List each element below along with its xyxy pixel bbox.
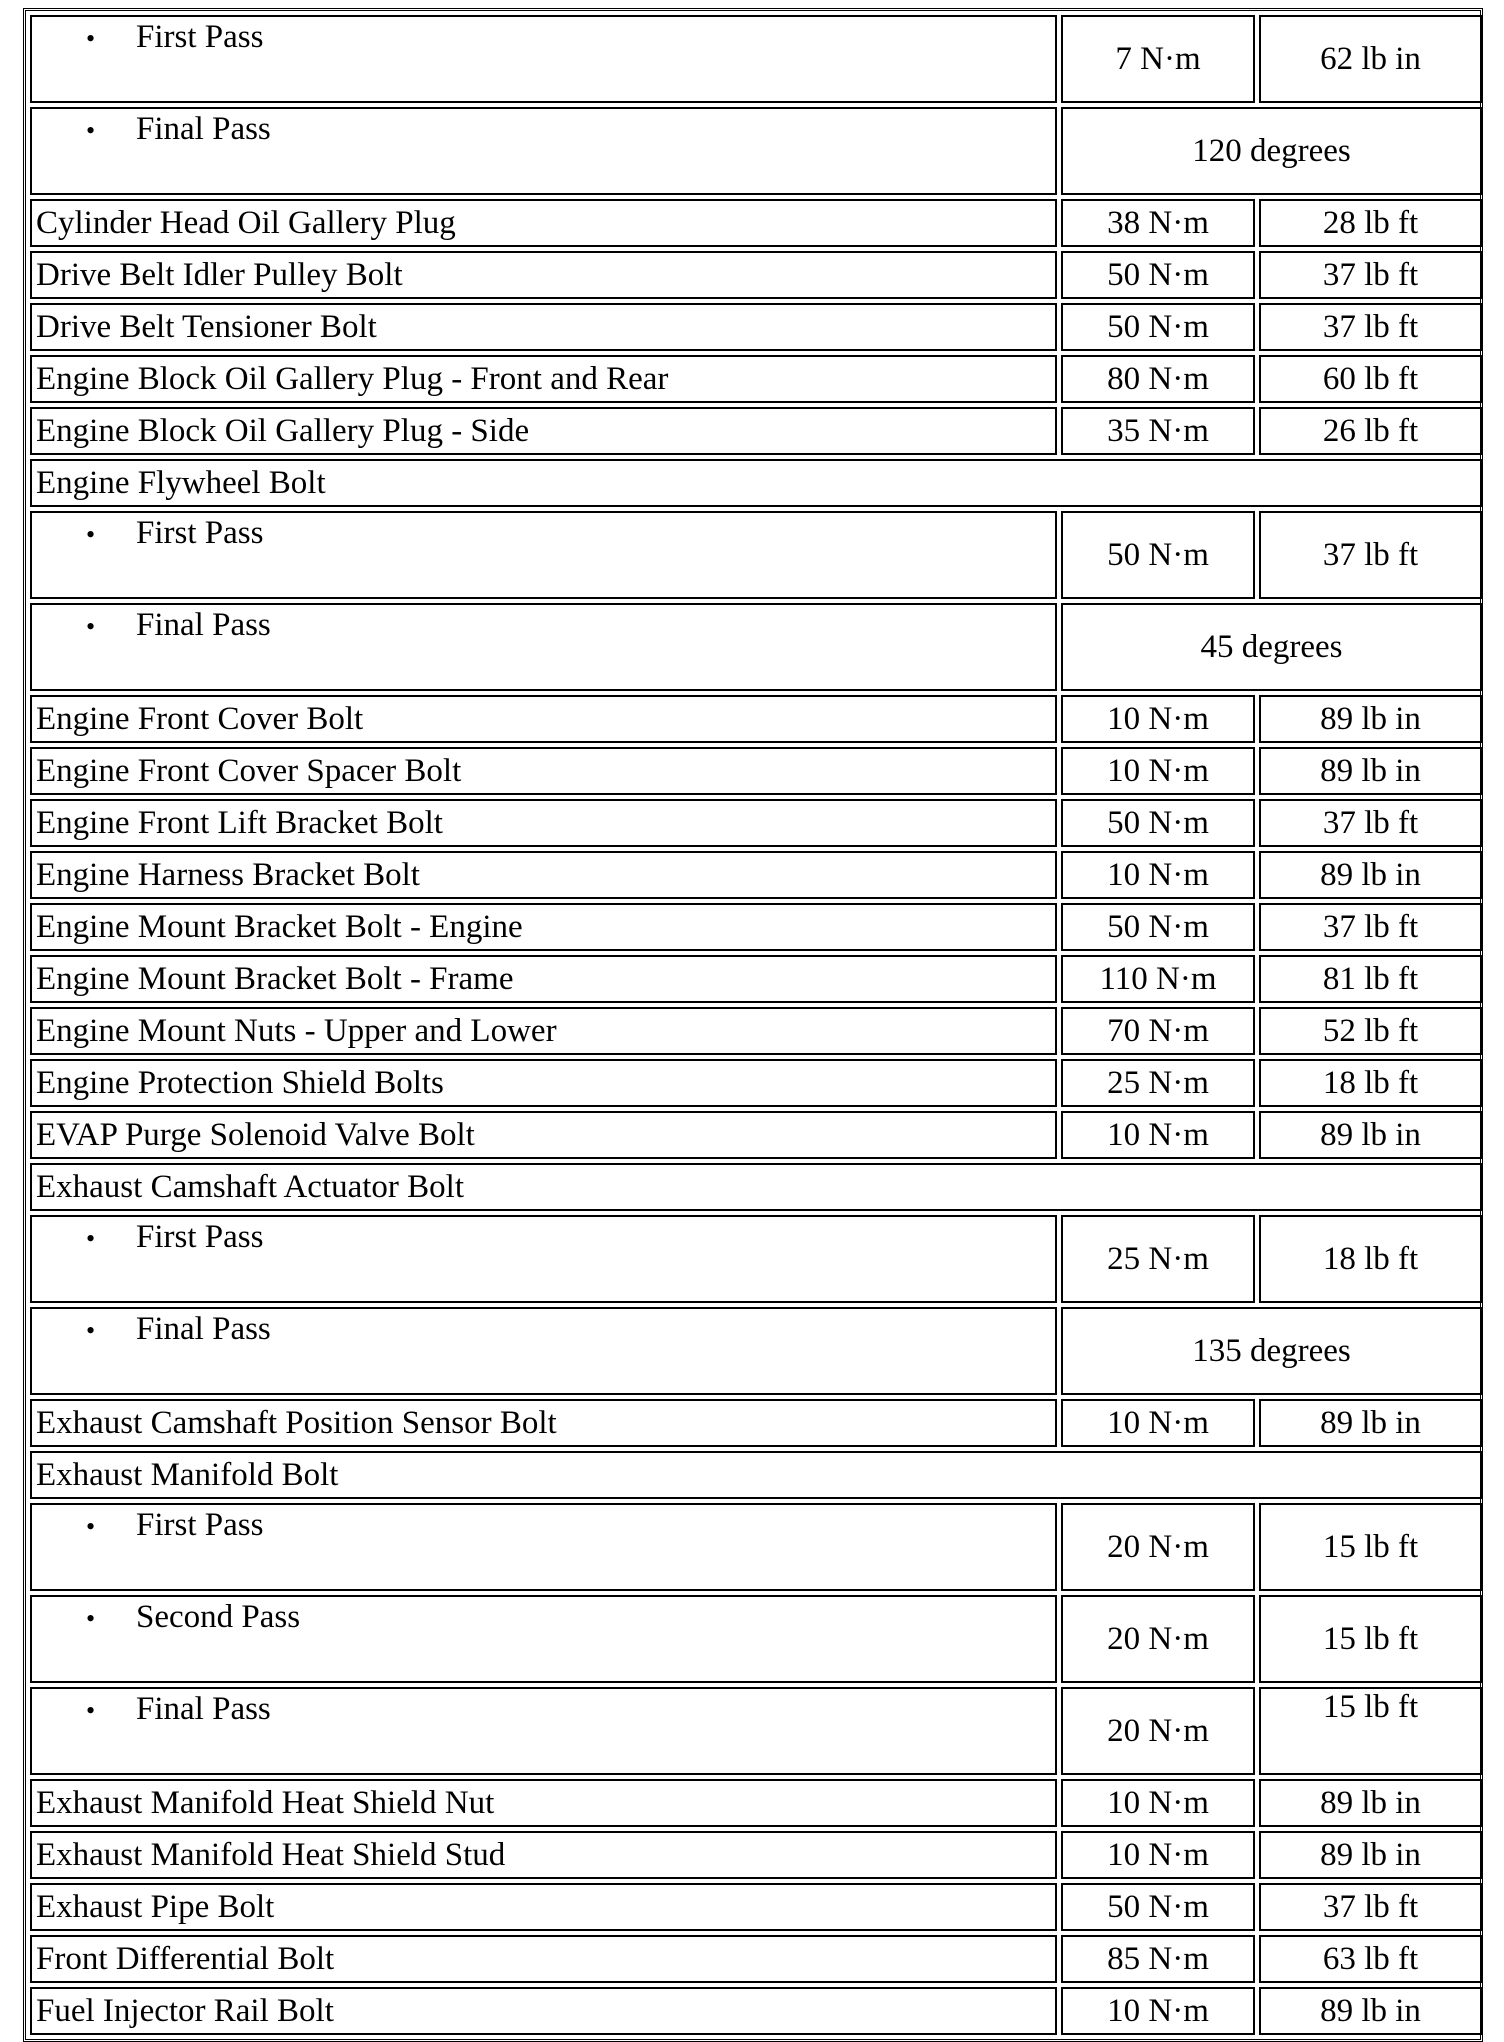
table-row	[30, 251, 1482, 299]
step-name: Second Pass	[136, 1599, 301, 1635]
bullet-icon: •	[86, 1604, 96, 1633]
torque-metric: 50 N·m	[1061, 1883, 1255, 1931]
torque-english: 89 lb in	[1259, 851, 1482, 899]
fastener-description: Exhaust Manifold Heat Shield Stud	[30, 1831, 1057, 1879]
torque-english: 15 lb ft	[1259, 1503, 1482, 1591]
table-row	[30, 903, 1482, 951]
torque-english: 63 lb ft	[1259, 1935, 1482, 1983]
torque-english: 89 lb in	[1259, 1831, 1482, 1879]
step-label	[36, 111, 271, 148]
table-row	[30, 407, 1482, 455]
bullet-icon: •	[86, 116, 96, 145]
fastener-group-title: Exhaust Camshaft Actuator Bolt	[30, 1163, 1482, 1211]
step-name: Final Pass	[136, 607, 271, 643]
table-row	[30, 799, 1482, 847]
torque-metric: 50 N·m	[1061, 511, 1255, 599]
bullet-icon: •	[86, 1316, 96, 1345]
bullet-icon: •	[86, 1224, 96, 1253]
torque-english: 89 lb in	[1259, 695, 1482, 743]
table-row	[30, 199, 1482, 247]
tightening-step	[30, 603, 1057, 691]
step-name: Final Pass	[136, 111, 271, 147]
table-row	[30, 1399, 1482, 1447]
spec-group-header	[30, 459, 1482, 507]
torque-english: 37 lb ft	[1259, 303, 1482, 351]
bullet-icon: •	[86, 1696, 96, 1725]
step-name: First Pass	[136, 1219, 264, 1255]
fastener-description: EVAP Purge Solenoid Valve Bolt	[30, 1111, 1057, 1159]
spec-step-row	[30, 1503, 1482, 1591]
tightening-step	[30, 107, 1057, 195]
table-row	[30, 1779, 1482, 1827]
bullet-icon: •	[86, 1512, 96, 1541]
torque-metric: 7 N·m	[1061, 15, 1255, 103]
spec-step-row	[30, 1595, 1482, 1683]
step-name: First Pass	[136, 1507, 264, 1543]
fastener-description: Cylinder Head Oil Gallery Plug	[30, 199, 1057, 247]
fastener-description: Engine Front Cover Bolt	[30, 695, 1057, 743]
fastener-description: Engine Mount Bracket Bolt - Frame	[30, 955, 1057, 1003]
tightening-step	[30, 1307, 1057, 1395]
fastener-description: Engine Mount Nuts - Upper and Lower	[30, 1007, 1057, 1055]
fastener-description: Exhaust Manifold Heat Shield Nut	[30, 1779, 1057, 1827]
spec-step-row	[30, 511, 1482, 599]
tightening-step	[30, 15, 1057, 103]
spec-group-header	[30, 1163, 1482, 1211]
torque-metric: 35 N·m	[1061, 407, 1255, 455]
torque-spec-table	[26, 11, 1486, 2039]
torque-english: 52 lb ft	[1259, 1007, 1482, 1055]
torque-metric: 25 N·m	[1061, 1215, 1255, 1303]
tightening-step	[30, 1595, 1057, 1683]
torque-metric: 10 N·m	[1061, 1987, 1255, 2035]
torque-english: 89 lb in	[1259, 747, 1482, 795]
spec-group-header	[30, 1451, 1482, 1499]
tightening-step	[30, 1215, 1057, 1303]
torque-metric: 10 N·m	[1061, 851, 1255, 899]
table-row	[30, 695, 1482, 743]
torque-metric: 50 N·m	[1061, 303, 1255, 351]
torque-metric: 38 N·m	[1061, 199, 1255, 247]
fastener-description: Drive Belt Tensioner Bolt	[30, 303, 1057, 351]
fastener-group-title: Exhaust Manifold Bolt	[30, 1451, 1482, 1499]
step-label	[36, 1311, 271, 1348]
step-name: Final Pass	[136, 1311, 271, 1347]
torque-english: 15 lb ft	[1259, 1687, 1482, 1775]
torque-english: 37 lb ft	[1259, 1883, 1482, 1931]
step-label	[36, 1691, 271, 1728]
step-label	[36, 515, 263, 552]
spec-step-row	[30, 1215, 1482, 1303]
table-row	[30, 955, 1482, 1003]
torque-english: 89 lb in	[1259, 1399, 1482, 1447]
bullet-icon: •	[86, 612, 96, 641]
step-label	[36, 1219, 263, 1256]
step-name: Final Pass	[136, 1691, 271, 1727]
torque-metric: 20 N·m	[1061, 1595, 1255, 1683]
spec-step-row	[30, 107, 1482, 195]
fastener-description: Drive Belt Idler Pulley Bolt	[30, 251, 1057, 299]
step-label	[36, 1507, 263, 1544]
step-label	[36, 19, 263, 56]
step-label	[36, 1599, 300, 1636]
fastener-description: Fuel Injector Rail Bolt	[30, 1987, 1057, 2035]
torque-angle: 135 degrees	[1061, 1307, 1482, 1395]
torque-english: 60 lb ft	[1259, 355, 1482, 403]
fastener-description: Engine Block Oil Gallery Plug - Front and Rear	[30, 355, 1057, 403]
torque-angle: 45 degrees	[1061, 603, 1482, 691]
torque-english: 62 lb in	[1259, 15, 1482, 103]
torque-metric: 50 N·m	[1061, 903, 1255, 951]
torque-metric: 110 N·m	[1061, 955, 1255, 1003]
torque-metric: 10 N·m	[1061, 1831, 1255, 1879]
fastener-description: Engine Front Cover Spacer Bolt	[30, 747, 1057, 795]
torque-english: 89 lb in	[1259, 1779, 1482, 1827]
torque-spec-body	[30, 15, 1482, 2035]
fastener-group-title: Engine Flywheel Bolt	[30, 459, 1482, 507]
tightening-step	[30, 1503, 1057, 1591]
step-name: First Pass	[136, 515, 264, 551]
torque-metric: 50 N·m	[1061, 251, 1255, 299]
fastener-description: Engine Harness Bracket Bolt	[30, 851, 1057, 899]
bullet-icon: •	[86, 520, 96, 549]
torque-english: 18 lb ft	[1259, 1059, 1482, 1107]
table-row	[30, 1935, 1482, 1983]
table-row	[30, 851, 1482, 899]
table-row	[30, 1059, 1482, 1107]
table-row	[30, 303, 1482, 351]
table-row	[30, 355, 1482, 403]
step-label	[36, 607, 271, 644]
torque-english: 37 lb ft	[1259, 903, 1482, 951]
fastener-description: Engine Protection Shield Bolts	[30, 1059, 1057, 1107]
fastener-description: Exhaust Camshaft Position Sensor Bolt	[30, 1399, 1057, 1447]
torque-metric: 80 N·m	[1061, 355, 1255, 403]
torque-metric: 10 N·m	[1061, 1111, 1255, 1159]
tightening-step	[30, 1687, 1057, 1775]
fastener-description: Exhaust Pipe Bolt	[30, 1883, 1057, 1931]
torque-metric: 10 N·m	[1061, 747, 1255, 795]
torque-metric: 10 N·m	[1061, 695, 1255, 743]
table-row	[30, 1883, 1482, 1931]
torque-english: 15 lb ft	[1259, 1595, 1482, 1683]
spec-step-row	[30, 1307, 1482, 1395]
fastener-description: Front Differential Bolt	[30, 1935, 1057, 1983]
spec-step-row	[30, 603, 1482, 691]
torque-metric: 50 N·m	[1061, 799, 1255, 847]
step-name: First Pass	[136, 19, 264, 55]
spec-step-row	[30, 15, 1482, 103]
torque-english: 18 lb ft	[1259, 1215, 1482, 1303]
torque-english: 37 lb ft	[1259, 799, 1482, 847]
table-row	[30, 1831, 1482, 1879]
tightening-step	[30, 511, 1057, 599]
table-row	[30, 1987, 1482, 2035]
torque-angle: 120 degrees	[1061, 107, 1482, 195]
torque-metric: 10 N·m	[1061, 1399, 1255, 1447]
torque-english: 89 lb in	[1259, 1987, 1482, 2035]
torque-english: 26 lb ft	[1259, 407, 1482, 455]
torque-english: 37 lb ft	[1259, 511, 1482, 599]
spec-step-row	[30, 1687, 1482, 1775]
bullet-icon: •	[86, 24, 96, 53]
table-row	[30, 1111, 1482, 1159]
torque-metric: 85 N·m	[1061, 1935, 1255, 1983]
fastener-description: Engine Block Oil Gallery Plug - Side	[30, 407, 1057, 455]
torque-metric: 25 N·m	[1061, 1059, 1255, 1107]
torque-english: 37 lb ft	[1259, 251, 1482, 299]
torque-spec-sheet	[23, 8, 1483, 2042]
table-row	[30, 747, 1482, 795]
torque-metric: 20 N·m	[1061, 1503, 1255, 1591]
torque-english: 28 lb ft	[1259, 199, 1482, 247]
table-row	[30, 1007, 1482, 1055]
torque-metric: 10 N·m	[1061, 1779, 1255, 1827]
torque-metric: 20 N·m	[1061, 1687, 1255, 1775]
torque-english: 89 lb in	[1259, 1111, 1482, 1159]
torque-metric: 70 N·m	[1061, 1007, 1255, 1055]
fastener-description: Engine Mount Bracket Bolt - Engine	[30, 903, 1057, 951]
torque-english: 81 lb ft	[1259, 955, 1482, 1003]
fastener-description: Engine Front Lift Bracket Bolt	[30, 799, 1057, 847]
